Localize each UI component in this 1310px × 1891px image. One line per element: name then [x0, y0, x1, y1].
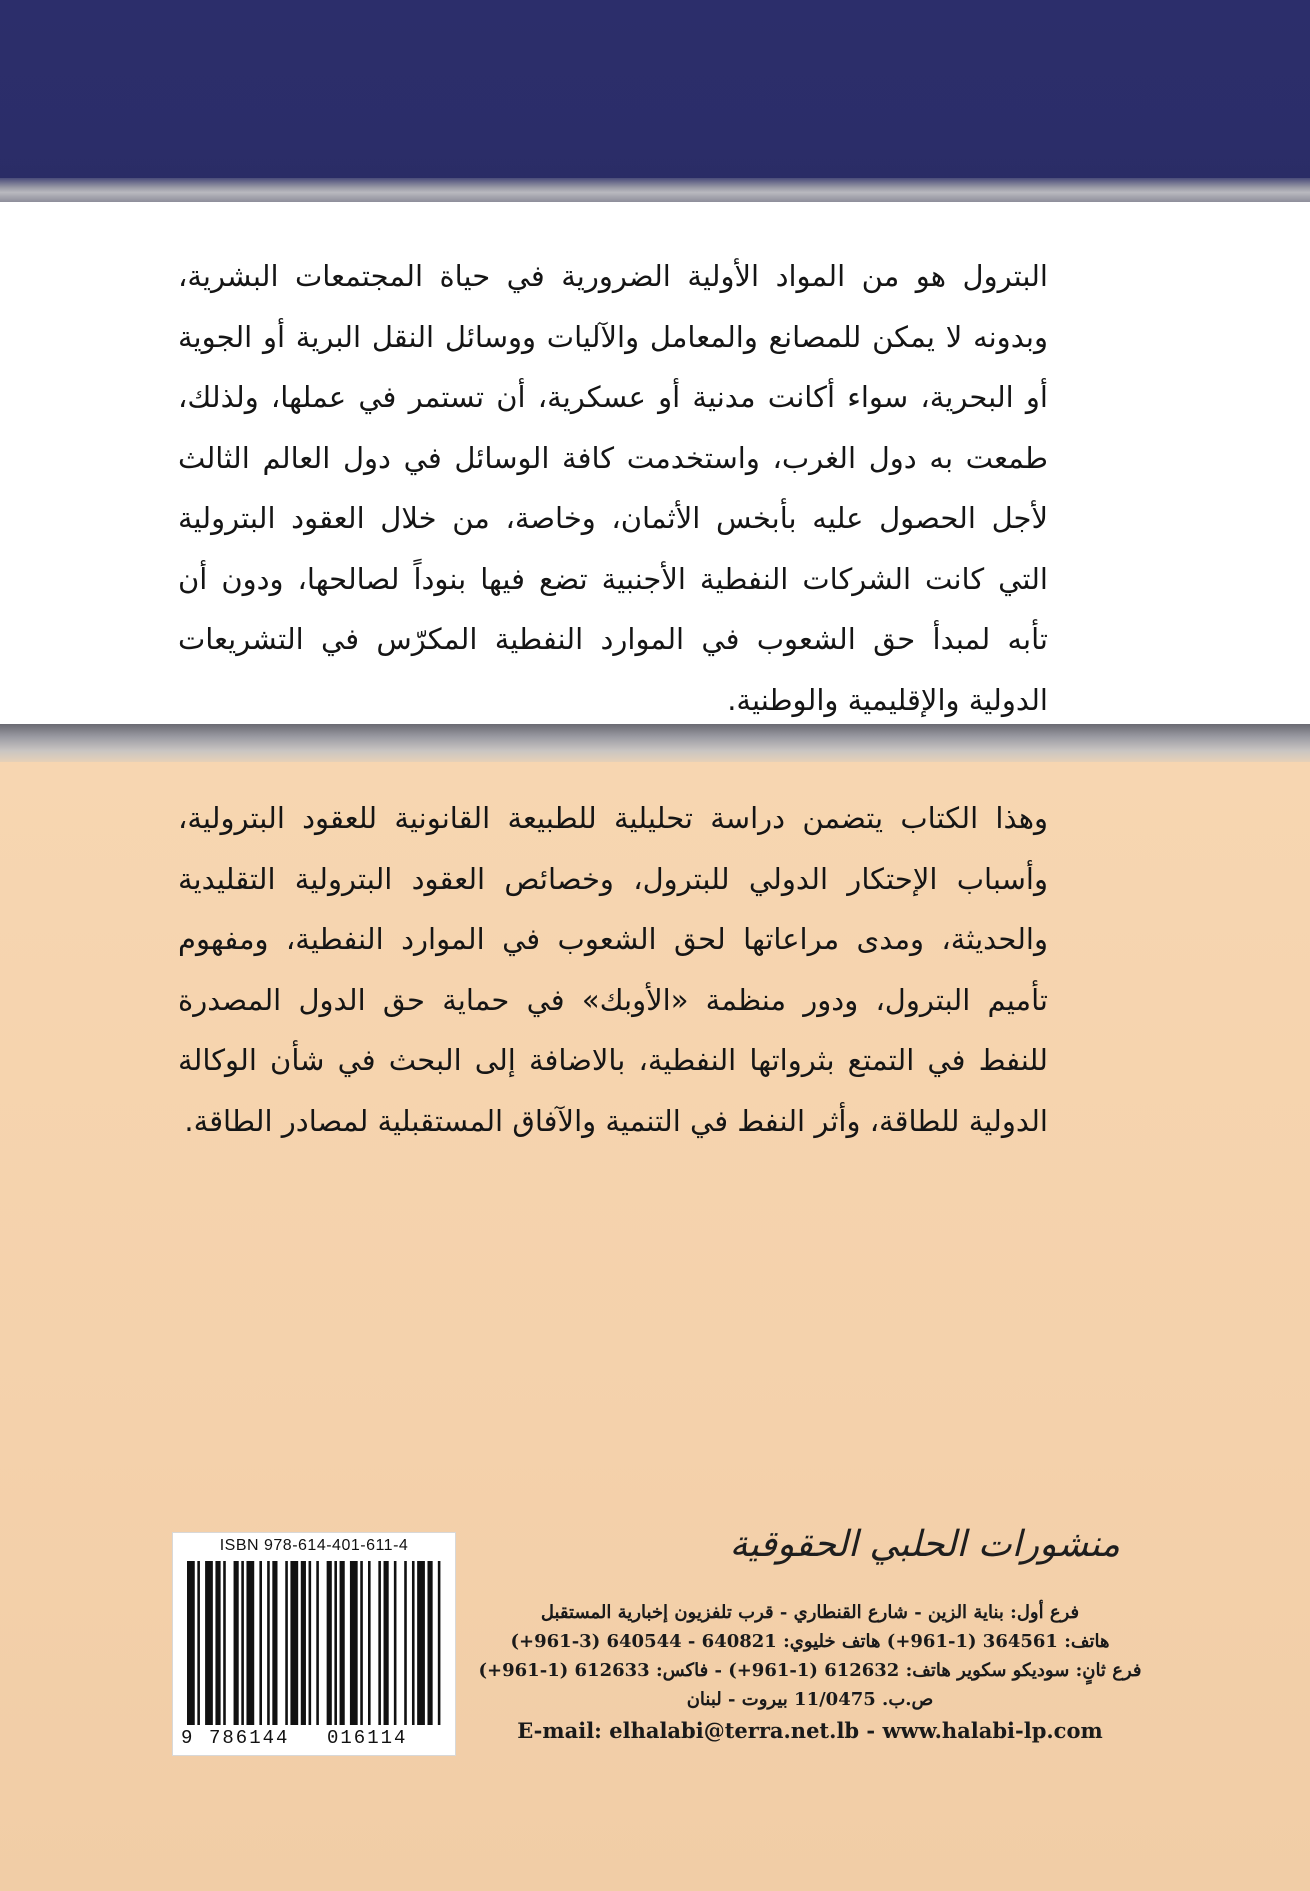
- barcode-digits: [179, 1727, 451, 1751]
- barcode-bar: [384, 1561, 389, 1725]
- publisher-email-website: E-mail: elhalabi@terra.net.lb - www.halabi-lp.com: [517, 1718, 1103, 1743]
- barcode-bar: [316, 1561, 319, 1725]
- barcode-bar: [340, 1561, 345, 1725]
- barcode-digit-first: 9: [181, 1727, 193, 1749]
- barcode-bar: [350, 1561, 358, 1725]
- barcode-bar: [259, 1561, 262, 1725]
- publisher-po-box: ص.ب. 11/0475 بيروت - لبنان: [686, 1689, 934, 1710]
- barcode-bars-icon: [187, 1561, 443, 1725]
- barcode-bar: [404, 1561, 407, 1725]
- barcode-bar: [290, 1561, 298, 1725]
- barcode-digits-left: 786144: [209, 1727, 290, 1749]
- barcode-bar: [427, 1561, 432, 1725]
- barcode-bar: [309, 1561, 312, 1725]
- publisher-branch-1: فرع أول: بناية الزين - شارع القنطاري - قرب تلفزيون إخبارية المستقبل: [540, 1602, 1080, 1623]
- silver-divider-top: [0, 178, 1310, 202]
- publisher-phones-1: هاتف: 364561 (1-961+) هاتف خليوي: 640821 - 640544 (3-961+): [510, 1631, 1110, 1652]
- isbn-label: ISBN 978-614-401-611-4: [219, 1537, 409, 1554]
- barcode-bar: [301, 1561, 306, 1725]
- barcode-bar: [327, 1561, 332, 1725]
- barcode-bar: [205, 1561, 213, 1725]
- barcode-bar: [438, 1561, 441, 1725]
- barcode-bar: [272, 1561, 277, 1725]
- barcode-bar: [223, 1561, 226, 1725]
- blurb-paragraph-2: وهذا الكتاب يتضمن دراسة تحليلية للطبيعة القانونية للعقود البترولية، وأسباب الإحتكار الدولي للبترول، وخصائص العقود البترولية التقليدية والحديثة، ومدى مراعاتها لحق الشعوب في الموارد النفطية، ومفهوم تأميم البترول، ودور منظمة «الأوبك» في حماية حق الدول المصدرة للنفط في التمتع بثرواتها النفطية، بالاضافة إلى البحث في شأن الوكالة الدولية للطاقة، وأثر النفط في التنمية والآفاق المستقبلية لمصادر الطاقة.: [178, 801, 1048, 1138]
- publisher-contact-block: [470, 1598, 1150, 1748]
- barcode-bar: [285, 1561, 288, 1725]
- barcode-bar: [187, 1561, 195, 1725]
- barcode-bar: [360, 1561, 363, 1725]
- blurb-paragraph-1: البترول هو من المواد الأولية الضرورية في حياة المجتمعات البشرية، وبدونه لا يمكن للمصانع والمعامل والآليات ووسائل النقل البرية أو الجوية أو البحرية، سواء أكانت مدنية أو عسكرية، أن تستمر في عملها، ولذلك، طمعت به دول الغرب، واستخدمت كافة الوسائل في دول العالم الثالث لأجل الحصول عليه بأبخس الأثمان، وخاصة، من خلال العقود البترولية التي كانت الشركات النفطية الأجنبية تضع فيها بنوداً لصالحها، ودون أن تأبه لمبدأ حق الشعوب في الموارد النفطية المكرّس في التشريعات الدولية والإقليمية والوطنية.: [178, 259, 1048, 717]
- barcode-bar: [215, 1561, 220, 1725]
- top-color-band: [0, 0, 1310, 196]
- barcode-bar: [267, 1561, 270, 1725]
- barcode-bar: [241, 1561, 244, 1725]
- barcode-bar: [334, 1561, 337, 1725]
- barcode-bar: [378, 1561, 381, 1725]
- barcode-bar: [412, 1561, 415, 1725]
- barcode-bar: [197, 1561, 200, 1725]
- barcode-bar: [246, 1561, 254, 1725]
- isbn-barcode: [172, 1532, 456, 1756]
- barcode-digits-right: 016114: [327, 1727, 408, 1749]
- barcode-bar: [234, 1561, 239, 1725]
- barcode-bar: [394, 1561, 397, 1725]
- barcode-bar: [368, 1561, 371, 1725]
- publisher-branch-2: فرع ثانٍ: سوديكو سكوير هاتف: 612632 (1-961+) - فاكس: 612633 (1-961+): [478, 1660, 1142, 1681]
- barcode-bar: [417, 1561, 425, 1725]
- publisher-logo: منشورات الحلبي الحقوقية: [729, 1524, 1120, 1565]
